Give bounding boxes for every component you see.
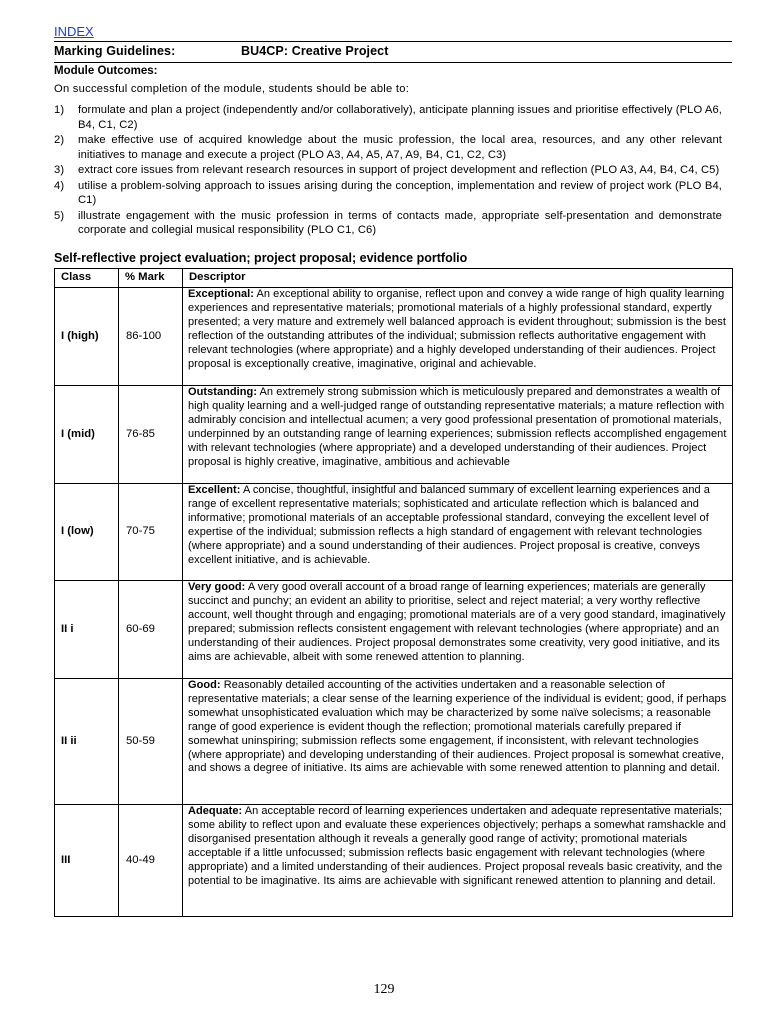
column-header-mark: % Mark (119, 269, 183, 288)
outcome-text: make effective use of acquired knowledge about the music profession, the local area, resources, and any other relevant initiatives to manage and execute a project (PLO A3, A4, A5, A7, A9, B4, C1, C2, C3) (78, 134, 722, 161)
table-row (55, 679, 733, 805)
mark-cell: 70-75 (119, 484, 183, 581)
descriptor-text: An acceptable record of learning experiences undertaken and adequate representative materials; some ability to reflect upon and evaluate these experiences objectively; perhaps a somewhat ramshackle and disorganised presentation although it reveals a generally good range of activity; promotional materials acceptable if a little unfocussed; submission reflects basic engagement with relevant technologies (where appropriate) and a limited understanding of their audiences. Project proposal reveals basic creativity, and the potential to be imaginative. Its aims are achievable with significant renewed attention to planning and detail. (188, 805, 726, 887)
descriptor-keyword: Outstanding: (188, 386, 258, 398)
module-outcomes-intro: On successful completion of the module, students should be able to: (54, 83, 410, 95)
marking-guidelines-label: Marking Guidelines: (54, 44, 176, 58)
outcome-text: extract core issues from relevant research resources in support of project development and reflection (PLO A3, A4, B4, C4, C5) (78, 164, 720, 176)
outcome-item (54, 209, 722, 238)
descriptor-cell (183, 581, 733, 679)
mark-cell: 50-59 (119, 679, 183, 805)
column-header-class: Class (55, 269, 119, 288)
class-cell: II ii (55, 679, 119, 805)
descriptor-keyword: Very good: (188, 581, 246, 593)
table-header-row (55, 269, 733, 288)
outcome-number: 1) (54, 104, 65, 116)
module-outcomes-list (54, 103, 722, 239)
descriptor-text: An extremely strong submission which is meticulously prepared and demonstrates a wealth of high quality learning and a well-judged range of outstanding representative materials; a mature reflection with admirably concision and intellectual acumen; a very good professional presentation of promotional materials, underpinned by an outstanding range of learning experiences; submission reflects accomplished engagement with relevant technologies (where appropriate) and a developed understanding of their audiences. Project proposal is highly creative, imaginative, ambitious and achievable (188, 386, 727, 468)
descriptor-cell (183, 386, 733, 484)
descriptor-cell (183, 288, 733, 386)
mark-cell: 76-85 (119, 386, 183, 484)
outcome-text: illustrate engagement with the music profession in terms of contacts made, appropriate self-presentation and demonstrate corporate and collegial musical responsibility (PLO C1, C6) (78, 209, 722, 236)
outcome-text: utilise a problem-solving approach to issues arising during the conception, implementation and review of project work (PLO B4, C1) (78, 179, 722, 206)
class-cell: I (high) (55, 288, 119, 386)
module-title: BU4CP: Creative Project (241, 44, 389, 58)
descriptor-keyword: Exceptional: (188, 288, 255, 300)
mark-cell: 40-49 (119, 805, 183, 917)
descriptor-keyword: Excellent: (188, 484, 241, 496)
section-title: Self-reflective project evaluation; project proposal; evidence portfolio (54, 251, 468, 265)
class-cell: I (low) (55, 484, 119, 581)
page-title (54, 44, 732, 58)
mark-cell: 86-100 (119, 288, 183, 386)
outcome-item (54, 103, 722, 132)
descriptor-keyword: Adequate: (188, 805, 243, 817)
table-row (55, 581, 733, 679)
column-header-descriptor: Descriptor (183, 269, 733, 288)
header-bottom-rule (54, 62, 732, 63)
table-row (55, 386, 733, 484)
descriptor-cell (183, 805, 733, 917)
descriptor-text: A very good overall account of a broad range of learning experiences; materials are generally succinct and punchy; an evident an ability to prioritise, select and reject material; a very worthy reflective account, well thought through and engaging; promotional materials are of a very good standard, imaginatively prepared; submission reflects consistent engagement with relevant technologies (where appropriate) and an understanding of their audiences. Project proposal demonstrates some creativity, very good initiative, and its aims are achievable, albeit with some renewed attention to planning. (188, 581, 726, 663)
class-cell: III (55, 805, 119, 917)
descriptor-keyword: Good: (188, 679, 221, 691)
page-number: 129 (373, 982, 395, 997)
marking-table (54, 268, 733, 917)
class-cell: II i (55, 581, 119, 679)
outcome-number: 5) (54, 209, 65, 222)
table-row (55, 805, 733, 917)
descriptor-cell (183, 679, 733, 805)
outcome-item (54, 163, 722, 178)
class-cell: I (mid) (55, 386, 119, 484)
descriptor-text: Reasonably detailed accounting of the activities undertaken and a reasonable selection of representative materials; a clear sense of the learning experience of the individual is evident; good, if perhaps somewhat unsophisticated evaluation which may be characterized by some naïve solecisms; a reasonable range of good experience is evident though the reflection; promotional materials carefully prepared if somewhat uninspiring; submission reflects some engagement, if inconsistent, with relevant technologies (where appropriate) and developing understanding of their audiences. Project proposal is somewhat creative, and shows a degree of initiative. Its aims are achievable with some renewed attention to planning and detail. (188, 679, 727, 775)
outcome-text: formulate and plan a project (independently and/or collaboratively), anticipate planning issues and prioritise effectively (PLO A6, B4, C1, C2) (78, 104, 722, 131)
outcome-number: 2) (54, 134, 65, 146)
outcome-item (54, 133, 722, 162)
table-row (55, 484, 733, 581)
mark-cell: 60-69 (119, 581, 183, 679)
index-link[interactable]: INDEX (54, 24, 94, 39)
module-outcomes-heading: Module Outcomes: (54, 65, 158, 77)
table-row (55, 288, 733, 386)
outcome-number: 4) (54, 179, 65, 192)
descriptor-text: An exceptional ability to organise, reflect upon and convey a wide range of high quality learning experiences and representative materials; promotional materials of a highly professional standard, expertly presented; a very mature and extremely well balanced approach is evident throughout; submission is the best reflection of the outstanding attributes of the individual; submission reflects authoritative engagement with relevant technologies (where appropriate) and a highly developed understanding of their audiences. Project proposal is exceptionally creative, imaginative, original and achievable. (188, 288, 726, 370)
descriptor-text: A concise, thoughtful, insightful and balanced summary of excellent learning experiences and a range of excellent representative materials; sophisticated and articulate reflection which is balanced and informative; promotional materials of an acceptable professional standard, conveying the excellent level of expertise of the individual; submission reflects a high standard of engagement with relevant technologies (where appropriate) and a sound understanding of their audiences. Project proposal is creative, conveys excellent initiative, and is achievable. (188, 484, 710, 566)
outcome-item (54, 179, 722, 208)
header-top-rule (54, 41, 732, 42)
outcome-number: 3) (54, 164, 65, 176)
descriptor-cell (183, 484, 733, 581)
